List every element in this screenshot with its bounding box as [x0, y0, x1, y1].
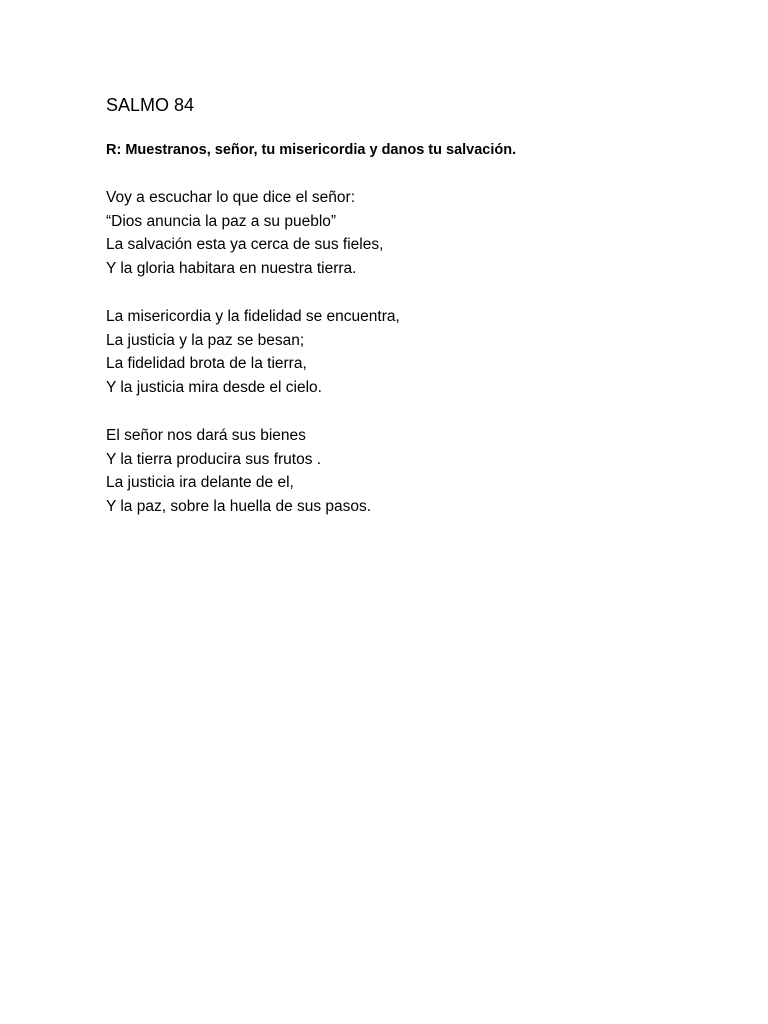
- stanza-3: [106, 424, 371, 519]
- stanza-line: La misericordia y la fidelidad se encuentra,: [106, 308, 400, 325]
- stanza-2: [106, 305, 400, 400]
- stanza-line: La justicia y la paz se besan;: [106, 331, 305, 349]
- stanza-line: La justicia ira delante de el,: [106, 474, 294, 492]
- stanza-line: El señor nos dará sus bienes: [106, 427, 306, 444]
- stanza-line: Y la gloria habitara en nuestra tierra.: [106, 260, 357, 278]
- stanza-line: La salvación esta ya cerca de sus fieles,: [106, 236, 384, 254]
- document-page: [106, 0, 746, 1024]
- stanza-line: Y la tierra producira sus frutos .: [106, 450, 322, 468]
- stanza-line: Voy a escuchar lo que dice el señor:: [106, 189, 356, 206]
- stanza-line: Y la justicia mira desde el cielo.: [106, 379, 322, 397]
- stanza-line: La fidelidad brota de la tierra,: [106, 355, 307, 373]
- stanza-line: “Dios anuncia la paz a su pueblo”: [106, 212, 337, 230]
- stanza-1: [106, 186, 383, 281]
- psalm-refrain: R: Muestranos, señor, tu misericordia y danos tu salvación.: [106, 142, 517, 158]
- psalm-title: SALMO 84: [106, 95, 195, 115]
- stanza-line: Y la paz, sobre la huella de sus pasos.: [106, 498, 372, 516]
